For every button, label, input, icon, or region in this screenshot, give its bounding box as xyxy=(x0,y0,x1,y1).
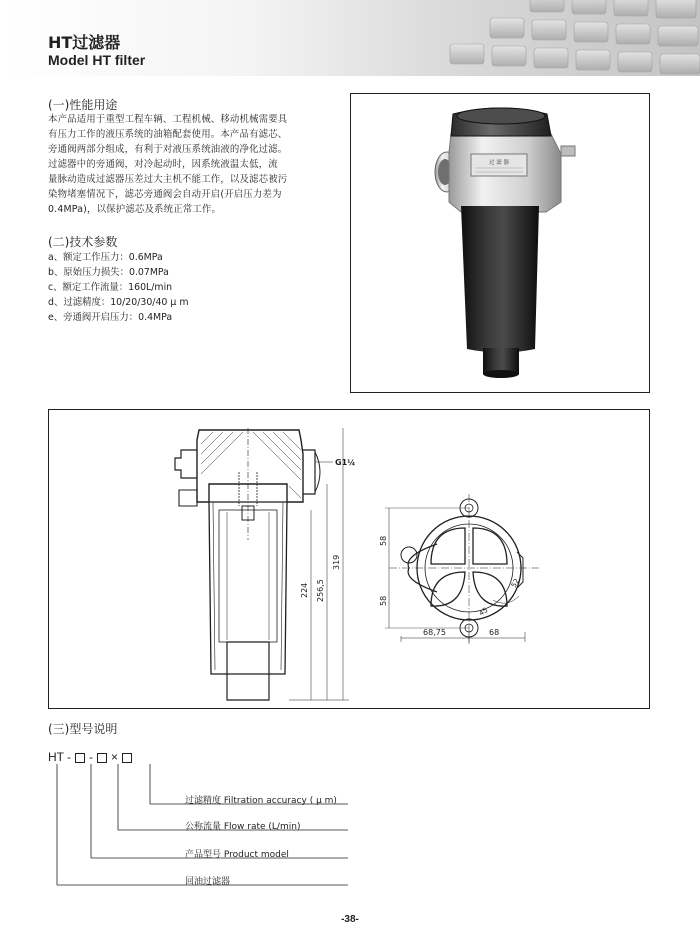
section-heading-usage: (一)性能用途 xyxy=(48,98,118,112)
legend-flow-rate: 公称流量 Flow rate (L/min) xyxy=(185,822,301,832)
spec-list xyxy=(48,250,188,325)
usage-line: 染物堵塞情况下，滤芯旁通阀会自动开启(开启压力差为 xyxy=(48,189,282,200)
dimension-52: 52 xyxy=(509,577,522,589)
spec-item: e、旁通阀开启压力：0.4MPa xyxy=(48,312,173,323)
dimension-319: 319 xyxy=(332,554,341,570)
dimension-58-bottom: 58 xyxy=(379,595,388,606)
usage-line: 有压力工作的液压系统的油箱配套使用。本产品有滤芯、 xyxy=(48,129,288,140)
dimension-68-75: 68,75 xyxy=(423,628,446,637)
technical-drawing xyxy=(49,410,649,708)
legend-filtration-accuracy: 过滤精度 Filtration accuracy ( μ m) xyxy=(185,796,337,806)
usage-line: 量脉动造成过滤器压差过大主机不能工作，以及滤芯被污 xyxy=(48,174,288,185)
technical-drawing-frame xyxy=(48,409,650,709)
spec-item: a、额定工作压力：0.6MPa xyxy=(48,252,163,263)
usage-line: 过滤器中的旁通阀，对冷起动时，因系统液温太低，流 xyxy=(48,159,278,170)
product-photo-frame xyxy=(350,93,650,393)
dimension-256-5: 256,5 xyxy=(316,579,325,602)
dimension-68: 68 xyxy=(489,628,500,637)
filter-product-image xyxy=(351,94,649,392)
legend-return-filter: 回油过滤器 xyxy=(185,877,231,887)
model-code-times: × xyxy=(111,750,119,764)
page-subtitle: Model HT filter xyxy=(48,52,146,68)
model-code-dash: - xyxy=(67,750,71,764)
dimension-224: 224 xyxy=(300,582,309,598)
page-number: -38- xyxy=(341,914,359,925)
port-thread-label: G1¼ xyxy=(335,458,356,467)
model-code-prefix: HT xyxy=(48,750,64,764)
header-banner xyxy=(0,0,700,76)
nameplate-text: 过 滤 器 xyxy=(489,160,509,166)
usage-paragraph xyxy=(48,112,324,217)
page-title: HT过滤器 xyxy=(48,33,121,52)
model-code-dash: - xyxy=(89,750,93,764)
usage-line: 旁通阀两部分组成，有利于对液压系统油液的净化过滤。 xyxy=(48,144,288,155)
spec-item: c、额定工作流量：160L/min xyxy=(48,282,173,293)
usage-line: 0.4MPa)，以保护滤芯及系统正常工作。 xyxy=(48,204,222,215)
keyboard-background-graphic xyxy=(280,0,700,76)
section-heading-specs: (二)技术参数 xyxy=(48,235,118,249)
usage-line: 本产品适用于重型工程车辆、工程机械、移动机械需要具 xyxy=(48,114,288,125)
dimension-45-angle: 45 xyxy=(477,605,490,618)
legend-product-model: 产品型号 Product model xyxy=(185,850,289,860)
spec-item: d、过滤精度：10/20/30/40 μ m xyxy=(48,297,189,308)
dimension-58-top: 58 xyxy=(379,535,388,546)
section-heading-model-code: (三)型号说明 xyxy=(48,722,118,736)
spec-item: b、原始压力损失：0.07MPa xyxy=(48,267,169,278)
